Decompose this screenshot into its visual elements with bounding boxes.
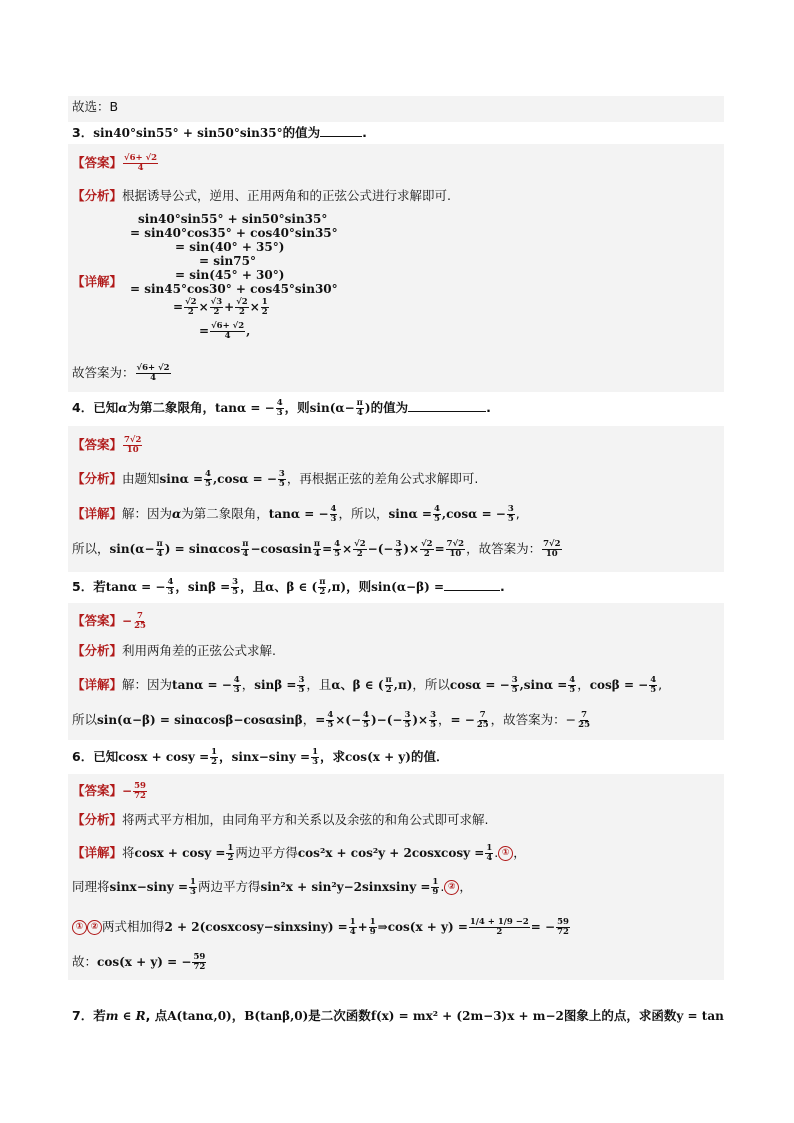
answer-blank: [444, 578, 500, 591]
answer-line: 【答案】 $\frac{7√2}{10}$: [72, 435, 142, 455]
fraction: $\frac{√6+ √2}{4}$: [136, 363, 170, 383]
shaded-block: [68, 774, 724, 980]
derivation-step: sin40°sin55° + sin50°sin35°: [138, 212, 328, 226]
circled-two-icon: ②: [87, 920, 102, 935]
detail-line: 【详解】解：因为α为第二象限角，tanα = − $\frac{4}{3}$ ，所以，sinα = $\frac{4}{5}$ ,cosα = − $\frac{3}{5}$ ,: [72, 504, 520, 524]
derivation-step: = sin40°cos35° + cos40°sin35°: [130, 226, 338, 240]
derivation-step: = sin(40° + 35°): [175, 240, 285, 254]
analysis-tag: 【分析】: [72, 188, 123, 203]
shaded-block: [68, 96, 724, 122]
answer-tag: 【答案】: [72, 155, 123, 170]
question-text: 的值为: [282, 125, 321, 140]
question-5: 5．若tanα = − $\frac{4}{3}$ ，sinβ = $\frac{3}{5}$ ，且α、β ∈ ( $\frac{\pi}{2}$ ,π)，则sin(α−β) = .: [72, 577, 505, 597]
answer-blank: [408, 399, 486, 412]
detail-line: 【详解】将cosx + cosy = $\frac{1}{2}$ 两边平方得cos²x + cos²y + 2cosxcosy = $\frac{1}{4}$ . ① ，: [72, 843, 526, 863]
fraction: $\frac{√6+ √2}{4}$: [124, 153, 158, 173]
derivation-step: = $\frac{√2}{2}$ × $\frac{√3}{2}$ + $\frac{√2}{2}$ × $\frac{1}{2}$: [173, 297, 268, 317]
question-number: 3．: [72, 125, 94, 140]
analysis-line: 【分析】由题知sinα = $\frac{4}{5}$ ,cosα = − $\frac{3}{5}$ ，再根据正弦的差角公式求解即可.: [72, 469, 479, 489]
choose-line: [72, 99, 118, 115]
detail-tag: 【详解】: [72, 274, 123, 289]
question-7: 7．若m ∈ R, 点A(tanα,0)，B(tanβ,0)是二次函数f(x) = mx² + (2m−3)x + m−2图象上的点，求函数y = tan: [72, 1008, 724, 1023]
question-4: 4．已知α为第二象限角，tanα = − $\frac{4}{3}$ ，则sin(α− $\frac{\pi}{4}$ )的值为 .: [72, 398, 491, 418]
answer-line: 【答案】− $\frac{7}{25}$: [72, 611, 146, 631]
detail-line: 所以，sin(α− $\frac{\pi}{4}$ ) = sinαcos $\frac{\pi}{4}$ −cosαsin $\frac{\pi}{4}$ = $\frac{4}{5}$ × $\frac{√2}{2}$ −(− $\frac{3}{5}$ )× $\frac{√2}{2}$ = $\frac{7√2}{10}$ ，故答案为： $\frac{7√2}{10}$: [72, 539, 561, 559]
detail-line: 同理将sinx−siny = $\frac{1}{3}$ 两边平方得sin²x + sin²y−2sinxsiny = $\frac{1}{9}$ . ② ，: [72, 877, 472, 897]
final-answer-line: [72, 364, 172, 383]
analysis-line: 【分析】利用两角差的正弦公式求解.: [72, 643, 276, 658]
derivation-step: = sin75°: [199, 254, 256, 268]
detail-line: 【详解】解：因为tanα = − $\frac{4}{3}$ ，sinβ = $\frac{3}{5}$ ，且α、β ∈ ( $\frac{\pi}{2}$ ,π)，所以cosα = − $\frac{3}{5}$ ,sinα = $\frac{4}{5}$ ，cosβ = − $\frac{4}{5}$ ,: [72, 675, 663, 695]
circled-one-icon: ①: [72, 920, 87, 935]
math-expr: sin40°sin55° + sin50°sin35°: [93, 126, 283, 140]
shaded-block: [68, 144, 724, 392]
derivation-step: = sin(45° + 30°): [175, 268, 285, 282]
answer-line: [72, 154, 159, 173]
analysis-line: [72, 188, 451, 204]
detail-line: 所以sin(α−β) = sinαcosβ−cosαsinβ，= $\frac{4}{5}$ ×(− $\frac{4}{5}$ )−(− $\frac{3}{5}$ )× $\frac{3}{5}$ ，= − $\frac{7}{25}$ ，故答案为：− $\frac{7}{25}$: [72, 710, 590, 730]
derivation-step: = sin45°cos30° + cos45°sin30°: [130, 282, 338, 296]
question-3: 3．sin40°sin55° + sin50°sin35°的值为 .: [72, 125, 367, 140]
circled-two-icon: ②: [444, 880, 459, 895]
derivation-step: = $\frac{√6+ √2}{4}$ ,: [199, 321, 251, 341]
choose-text: 故选：B: [72, 99, 119, 114]
answer-line: 【答案】− $\frac{59}{72}$: [72, 781, 146, 801]
circled-one-icon: ①: [498, 846, 513, 861]
detail-tag-line: [72, 274, 122, 290]
question-6: 6．已知cosx + cosy = $\frac{1}{2}$ ，sinx−siny = $\frac{1}{3}$ ，求cos(x + y)的值．: [72, 747, 449, 767]
analysis-line: 【分析】将两式平方相加，由同角平方和关系以及余弦的和角公式即可求解.: [72, 812, 489, 827]
final-label: 故答案为：: [72, 365, 135, 380]
detail-line: ① ② 两式相加得2 + 2(cosxcosy−sinxsiny) = $\frac{1}{4}$ + $\frac{1}{9}$ ⇒cos(x + y) = $\frac{1/4 + 1/9 -2}{2}$ = − $\frac{59}{72}$: [72, 918, 571, 937]
detail-line: 故：cos(x + y) = − $\frac{59}{72}$: [72, 952, 206, 972]
answer-blank: [320, 124, 362, 137]
analysis-text: 根据诱导公式，逆用、正用两角和的正弦公式进行求解即可.: [122, 188, 451, 203]
